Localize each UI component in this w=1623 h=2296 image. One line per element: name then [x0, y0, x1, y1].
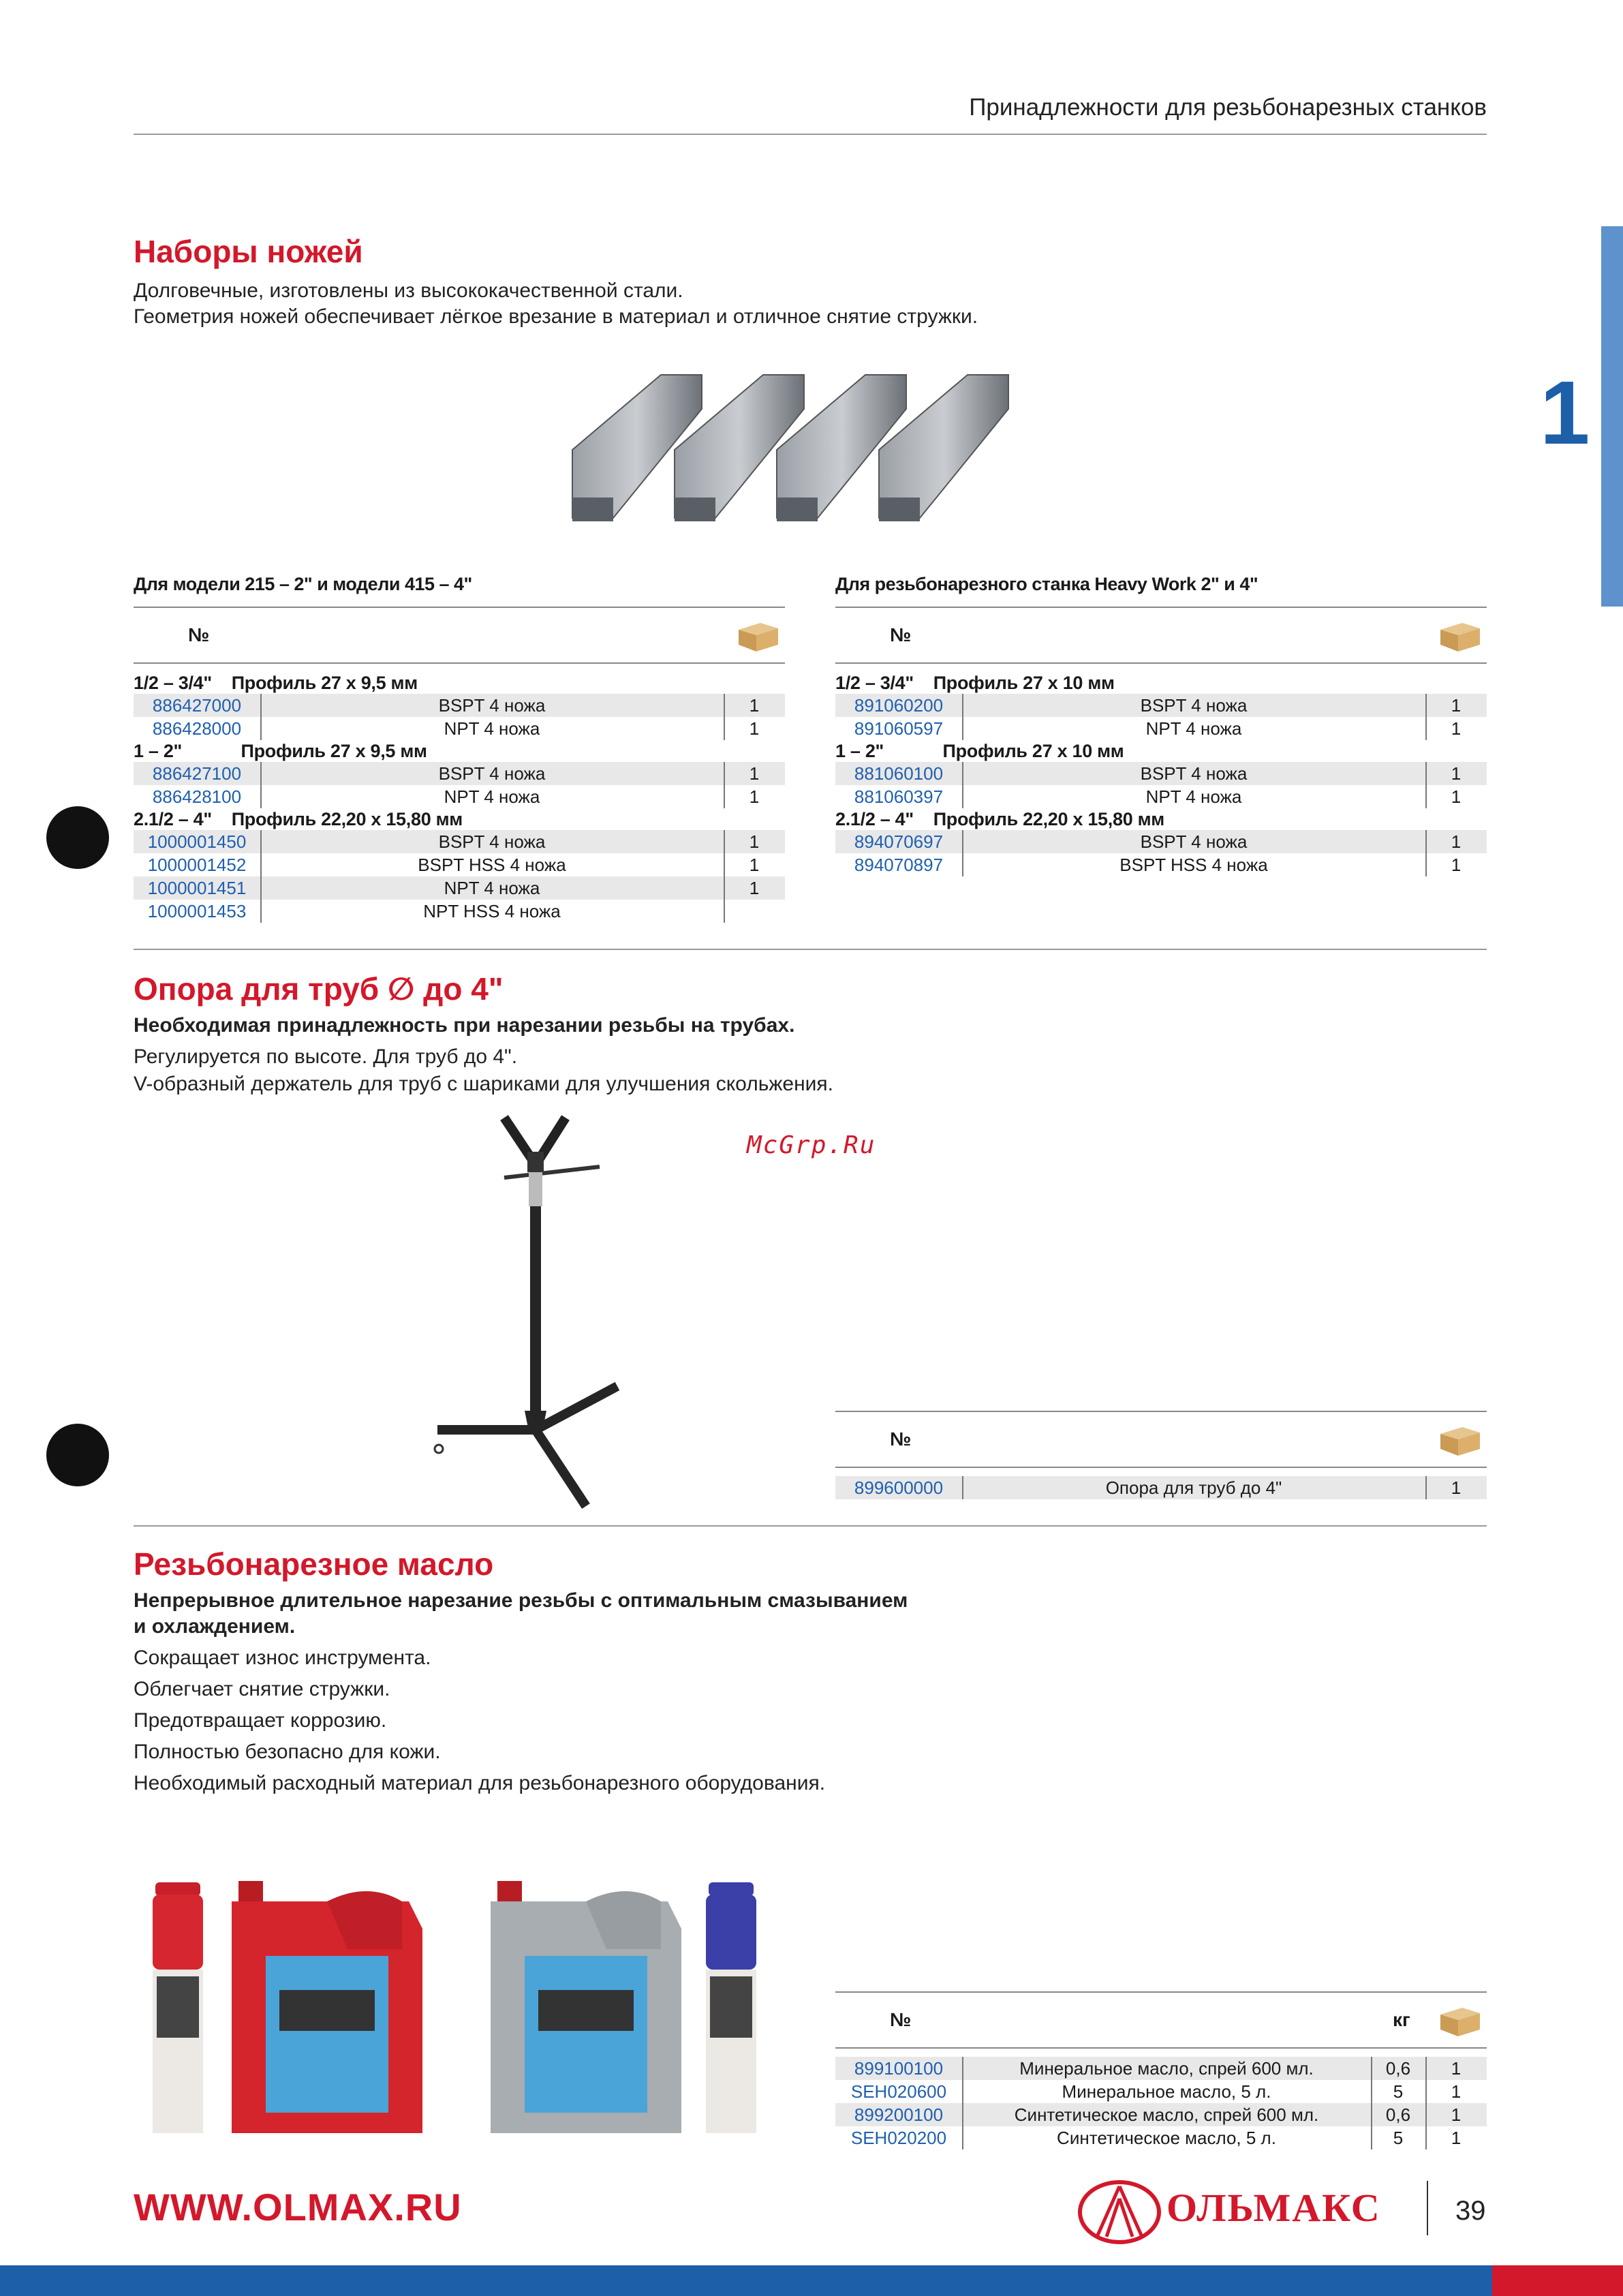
header-divider	[134, 134, 1487, 135]
support-description-2: V-образный держатель для труб с шариками для улучшения скольжения.	[134, 1073, 834, 1095]
table-row: 899600000 Опора для труб до 4" 1	[835, 1476, 1487, 1499]
knife-set-image	[559, 361, 1036, 545]
knives-description-1: Долговечные, изготовлены из высококачественной стали.	[134, 279, 683, 302]
group-header: 2.1/2 – 4" Профиль 22,20 x 15,80 мм	[835, 809, 1164, 829]
oil-table	[835, 1991, 1487, 2149]
group-header: 1/2 – 3/4" Профиль 27 x 9,5 мм	[134, 673, 418, 693]
footer-separator	[1427, 2181, 1428, 2235]
table-row: 891060200 BSPT 4 ножа 1	[835, 694, 1487, 717]
table-row: 881060397 NPT 4 ножа 1	[835, 785, 1487, 808]
watermark-text: McGrp.Ru	[747, 1131, 876, 1159]
footer-bar-red	[1492, 2265, 1623, 2296]
support-lead: Необходимая принадлежность при нарезании резьбы на трубах.	[134, 1014, 795, 1037]
synthetic-spray-can	[706, 1882, 756, 2133]
table-row: 881060100 BSPT 4 ножа 1	[835, 762, 1487, 785]
knives-table-left	[134, 574, 785, 923]
chapter-number: 1	[1540, 363, 1590, 463]
group-header: 2.1/2 – 4" Профиль 22,20 x 15,80 мм	[134, 809, 463, 829]
binding-hole-top	[46, 806, 109, 869]
brand-name: ОЛЬМАКС	[1166, 2186, 1381, 2230]
website-link[interactable]: WWW.OLMAX.RU	[134, 2186, 462, 2229]
column-header-number: №	[890, 1428, 912, 1450]
package-icon	[736, 620, 781, 653]
page-number: 39	[1455, 2196, 1486, 2226]
table-row: 886427000 BSPT 4 ножа 1	[134, 694, 785, 717]
support-description-1: Регулируется по высоте. Для труб до 4".	[134, 1045, 518, 1068]
column-header-number: №	[890, 2009, 912, 2030]
table-row: SEH020600 Минеральное масло, 5 л. 5 1	[835, 2080, 1487, 2103]
pipe-stand-image	[422, 1111, 640, 1520]
table-row: 899100100 Минеральное масло, спрей 600 мл. 0,6 1	[835, 2057, 1487, 2080]
oil-benefit-1: Сокращает износ инструмента.	[134, 1647, 431, 1669]
table-row: 886427100 BSPT 4 ножа 1	[134, 762, 785, 785]
table-row: 886428000 NPT 4 ножа 1	[134, 717, 785, 740]
mineral-spray-can	[153, 1882, 203, 2133]
section-divider	[134, 1525, 1487, 1527]
knives-table-right	[835, 574, 1487, 876]
oil-lead-1: Непрерывное длительное нарезание резьбы с оптимальным смазыванием	[134, 1589, 908, 1612]
package-icon	[1438, 620, 1483, 653]
group-header: 1 – 2" Профиль 27 x 9,5 мм	[134, 741, 427, 761]
table-row: 891060597 NPT 4 ножа 1	[835, 717, 1487, 740]
oil-benefit-5: Необходимый расходный материал для резьбонарезного оборудования.	[134, 1772, 826, 1794]
table-row: SEH020200 Синтетическое масло, 5 л. 5 1	[835, 2126, 1487, 2149]
table-row: 1000001453 NPT HSS 4 ножа	[134, 900, 785, 923]
table-row: 894070897 BSPT HSS 4 ножа 1	[835, 853, 1487, 876]
oil-benefit-4: Полностью безопасно для кожи.	[134, 1741, 441, 1763]
chapter-tab	[1601, 226, 1623, 607]
table-row: 1000001451 NPT 4 ножа 1	[134, 876, 785, 900]
mineral-oil-canister	[232, 1881, 422, 2133]
oil-section-title: Резьбонарезное масло	[134, 1546, 494, 1582]
table-row: 1000001452 BSPT HSS 4 ножа 1	[134, 853, 785, 876]
table-row: 899200100 Синтетическое масло, спрей 600 мл. 0,6 1	[835, 2103, 1487, 2126]
table-row: 1000001450 BSPT 4 ножа 1	[134, 830, 785, 853]
page-header-title: Принадлежности для резьбонарезных станков	[969, 94, 1487, 121]
table-row: 886428100 NPT 4 ножа 1	[134, 785, 785, 808]
footer-bar-blue	[0, 2265, 1492, 2296]
group-header: 1/2 – 3/4" Профиль 27 x 10 мм	[835, 673, 1115, 693]
column-header-number: №	[188, 624, 210, 645]
oil-products-image	[143, 1874, 770, 2147]
oil-benefit-2: Облегчает снятие стружки.	[134, 1678, 390, 1700]
support-table	[835, 1411, 1487, 1499]
table-caption: Для резьбонарезного станка Heavy Work 2" и 4"	[835, 574, 1258, 594]
section-divider	[134, 949, 1487, 950]
synthetic-oil-canister	[491, 1881, 681, 2133]
table-caption: Для модели 215 – 2" и модели 415 – 4"	[134, 574, 472, 594]
support-section-title: Опора для труб ∅ до 4"	[134, 971, 504, 1007]
oil-benefit-3: Предотвращает коррозию.	[134, 1709, 387, 1732]
oil-lead-2: и охлаждением.	[134, 1615, 296, 1638]
package-icon	[1438, 2005, 1483, 2038]
column-header-weight: кг	[1393, 2009, 1410, 2030]
binding-hole-bottom	[46, 1424, 109, 1486]
olmax-logo-icon	[1077, 2178, 1162, 2246]
column-header-number: №	[890, 624, 912, 645]
group-header: 1 – 2" Профиль 27 x 10 мм	[835, 741, 1124, 761]
knives-section-title: Наборы ножей	[134, 234, 363, 269]
table-row: 894070697 BSPT 4 ножа 1	[835, 830, 1487, 853]
package-icon	[1438, 1424, 1483, 1457]
knives-description-2: Геометрия ножей обеспечивает лёгкое врезание в материал и отличное снятие стружки.	[134, 305, 978, 328]
